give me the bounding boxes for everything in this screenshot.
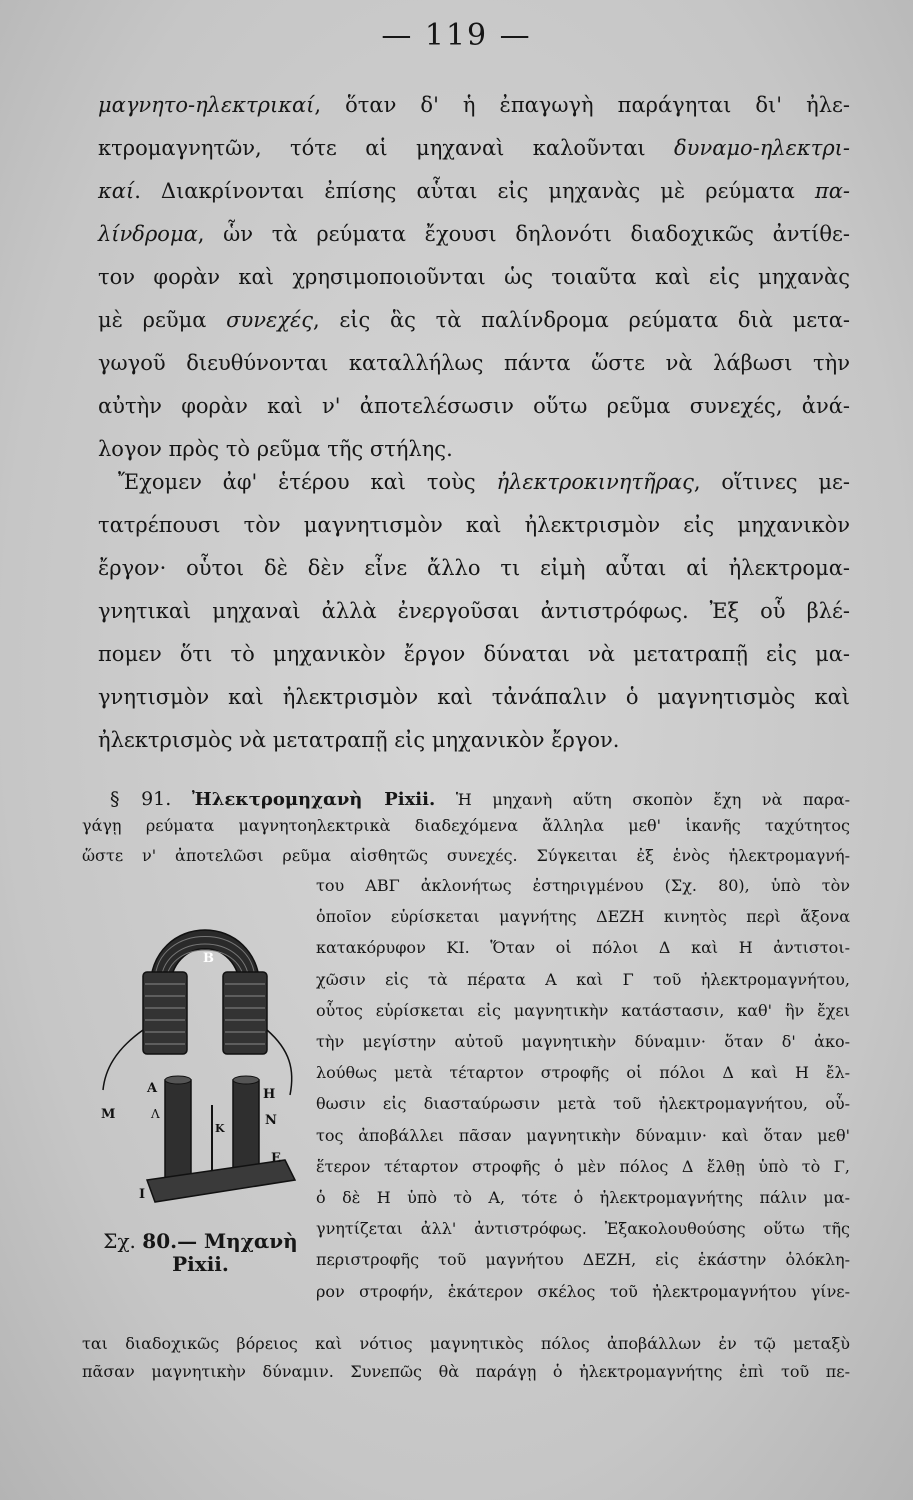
- caption-title-2: Pixii.: [172, 1252, 229, 1276]
- text-span: , εἰς ἃς τὰ παλίνδρομα ρεύματα διὰ μετα-: [313, 308, 850, 332]
- text-line: [98, 601, 850, 622]
- text-span: , ὧν τὰ ρεύματα ἔχουσι δηλονότι διαδοχικῶς ἀντίθε-: [197, 222, 850, 246]
- text-line: [98, 138, 850, 159]
- section-text-line: του ΑΒΓ ἀκλονήτως ἐστηριγμένου (Σχ. 80), ὑπὸ τὸν: [316, 876, 850, 895]
- text-line: [98, 687, 850, 708]
- text-line: [98, 515, 850, 536]
- italic-term: μαγνητο-ηλεκτρικαί: [98, 93, 315, 117]
- section-text-line: ὁ δὲ Η ὑπὸ τὸ Α, τότε ὁ ἠλεκτρομαγνήτης πάλιν μα-: [316, 1188, 850, 1207]
- section-text-line: Ἡ μηχανὴ αὕτη σκοπὸν ἔχη νὰ παρα-: [455, 790, 850, 809]
- section-text-line: πᾶσαν μαγνητικὴν δύναμιν. Συνεπῶς θὰ παράγῃ ὁ ἠλεκτρομαγνήτης ἐπὶ τοῦ πε-: [82, 1362, 850, 1381]
- text-span: κτρομαγνητῶν, τότε αἱ μηχαναὶ καλοῦνται: [98, 136, 675, 160]
- section-text-line: οὗτος εὑρίσκεται εἰς μαγνητικὴν κατάστασιν, καθ' ἣν ἔχει: [316, 1000, 850, 1020]
- text-span: , ὅταν δ' ἡ ἐπαγωγὴ παράγηται δι' ἠλε-: [314, 93, 850, 117]
- figure-label-h: H: [263, 1087, 276, 1102]
- italic-term: καί: [98, 179, 135, 203]
- text-line: [98, 439, 850, 460]
- figure-label-e: E: [271, 1151, 281, 1166]
- text-span: γνητισμὸν καὶ ἠλεκτρισμὸν καὶ τἀνάπαλιν ὁ μαγνητισμὸς καὶ: [98, 685, 850, 709]
- text-span: ἔργον· οὗτοι δὲ δὲν εἶνε ἄλλο τι εἰμὴ αὗται αἱ ἠλεκτρομα-: [98, 556, 850, 580]
- italic-term: λίνδρομα: [98, 222, 198, 246]
- figure-caption: [88, 1230, 313, 1276]
- caption-prefix: Σχ.: [103, 1229, 136, 1253]
- text-line: [98, 558, 850, 579]
- pixii-machine-figure: [95, 880, 305, 1210]
- text-line: [98, 224, 850, 245]
- text-span: μὲ ρεῦμα: [98, 308, 227, 332]
- text-span: γωγοῦ διευθύνονται καταλλήλως πάντα ὥστε νὰ λάβωσι τὴν: [98, 351, 850, 375]
- text-line: [98, 644, 850, 665]
- section-text-line: ἕτερον τέταρτον στροφῆς ὁ μὲν πόλος Δ ἔλθῃ ὑπὸ τὸ Γ,: [316, 1156, 850, 1176]
- caption-number: 80.: [142, 1229, 178, 1253]
- figure-label-b: B: [203, 951, 214, 966]
- page-number: — 119 —: [381, 18, 532, 53]
- italic-term: δυναμο-ηλεκτρι-: [674, 136, 850, 160]
- text-span: λογον πρὸς τὸ ρεῦμα τῆς στήλης.: [98, 437, 453, 461]
- section-text-line: ρον στροφήν, ἑκάτερον σκέλος τοῦ ἠλεκτρομαγνήτου γίνε-: [316, 1281, 850, 1301]
- italic-term: συνεχές: [226, 308, 314, 332]
- figure-label-lambda: Λ: [151, 1107, 160, 1121]
- section-text-line: γνητίζεται ἀλλ' ἀντιστρόφως. Ἐξακολουθούσης οὕτω τῆς: [316, 1219, 850, 1239]
- section-text-line: λούθως μετὰ τέταρτον στροφῆς οἱ πόλοι Δ καὶ Η ἔλ-: [316, 1063, 850, 1083]
- text-span: αὐτὴν φορὰν καὶ ν' ἀποτελέσωσιν οὕτω ρεῦμα συνεχές, ἀνά-: [98, 394, 850, 418]
- section-text-line: τὴν μεγίστην αὐτοῦ μαγνητικὴν δύναμιν· ὅταν δ' ἀκο-: [316, 1032, 850, 1051]
- figure-label-i: I: [139, 1187, 146, 1202]
- section-text-line: γάγῃ ρεύματα μαγνητοηλεκτρικὰ διαδεχόμενα ἄλληλα μεθ' ἱκανῆς ταχύτητος: [82, 816, 850, 835]
- section-text-line: τος ἀποβάλλει πᾶσαν μαγνητικὴν δύναμιν· καὶ ὅταν μεθ': [316, 1125, 850, 1145]
- italic-term: ἠλεκτροκινητῆρας: [496, 470, 694, 494]
- text-line: [98, 181, 850, 202]
- text-span: ἠλεκτρισμὸς νὰ μετατραπῇ εἰς μηχανικὸν ἔργον.: [98, 728, 620, 752]
- figure-label-n: N: [265, 1113, 277, 1128]
- text-span: γνητικαὶ μηχαναὶ ἀλλὰ ἐνεργοῦσαι ἀντιστρόφως. Ἐξ οὗ βλέ-: [98, 599, 850, 623]
- text-span: , οἵτινες με-: [693, 470, 850, 494]
- text-line: [98, 353, 850, 374]
- section-number: § 91.: [110, 788, 172, 810]
- section-text-line: χῶσιν εἰς τὰ πέρατα Α καὶ Γ τοῦ ἠλεκτρομαγνήτου,: [316, 969, 850, 989]
- section-text-line: ται διαδοχικῶς βόρειος καὶ νότιος μαγνητικὸς πόλος ἀποβάλλων ἐν τῷ μεταξὺ: [82, 1334, 850, 1353]
- figure-label-k: K: [215, 1122, 225, 1135]
- italic-term: πα-: [814, 179, 850, 203]
- text-span: τον φορὰν καὶ χρησιμοποιοῦνται ὡς τοιαῦτα καὶ εἰς μηχανὰς: [98, 265, 850, 289]
- text-span: πομεν ὅτι τὸ μηχανικὸν ἔργον δύναται νὰ μετατραπῇ εἰς μα-: [98, 642, 850, 666]
- section-text-line: ὁποῖον εὑρίσκεται μαγνήτης ΔΕΖΗ κινητὸς περὶ ἄξονα: [316, 907, 850, 927]
- figure-label-a: Α: [147, 1081, 158, 1096]
- text-line: [98, 267, 850, 288]
- text-line: [98, 95, 850, 116]
- text-line: [118, 472, 850, 493]
- section-text-line: κατακόρυφον ΚΙ. Ὅταν οἱ πόλοι Δ καὶ Η ἀντιστοι-: [316, 938, 850, 958]
- section-text-line: περιστροφῆς τοῦ μαγνήτου ΔΕΖΗ, εἰς ἑκάστην ὁλόκλη-: [316, 1250, 850, 1270]
- section-text-line: θωσιν εἰς διασταύρωσιν μετὰ τοῦ ἠλεκτρομαγνήτου, οὗ-: [316, 1094, 850, 1114]
- caption-title: — Μηχανὴ: [177, 1229, 298, 1253]
- text-span: . Διακρίνονται ἐπίσης αὗται εἰς μηχανὰς μὲ ρεύματα: [134, 179, 815, 203]
- section-title: Ἠλεκτρομηχανὴ Pixii.: [191, 789, 436, 810]
- section-text-line: ὥστε ν' ἀποτελῶσι ρεῦμα αἰσθητῶς συνεχές. Σύγκειται ἐξ ἑνὸς ἠλεκτρομαγνή-: [82, 846, 850, 865]
- text-span: τατρέπουσι τὸν μαγνητισμὸν καὶ ἠλεκτρισμὸν εἰς μηχανικὸν: [98, 513, 850, 537]
- text-line: [98, 730, 850, 751]
- figure-label-m: M: [101, 1107, 116, 1122]
- text-line: [98, 396, 850, 417]
- text-line: [98, 310, 850, 331]
- text-span: Ἔχομεν ἀφ' ἑτέρου καὶ τοὺς: [118, 470, 497, 494]
- section-heading-line: [110, 790, 850, 809]
